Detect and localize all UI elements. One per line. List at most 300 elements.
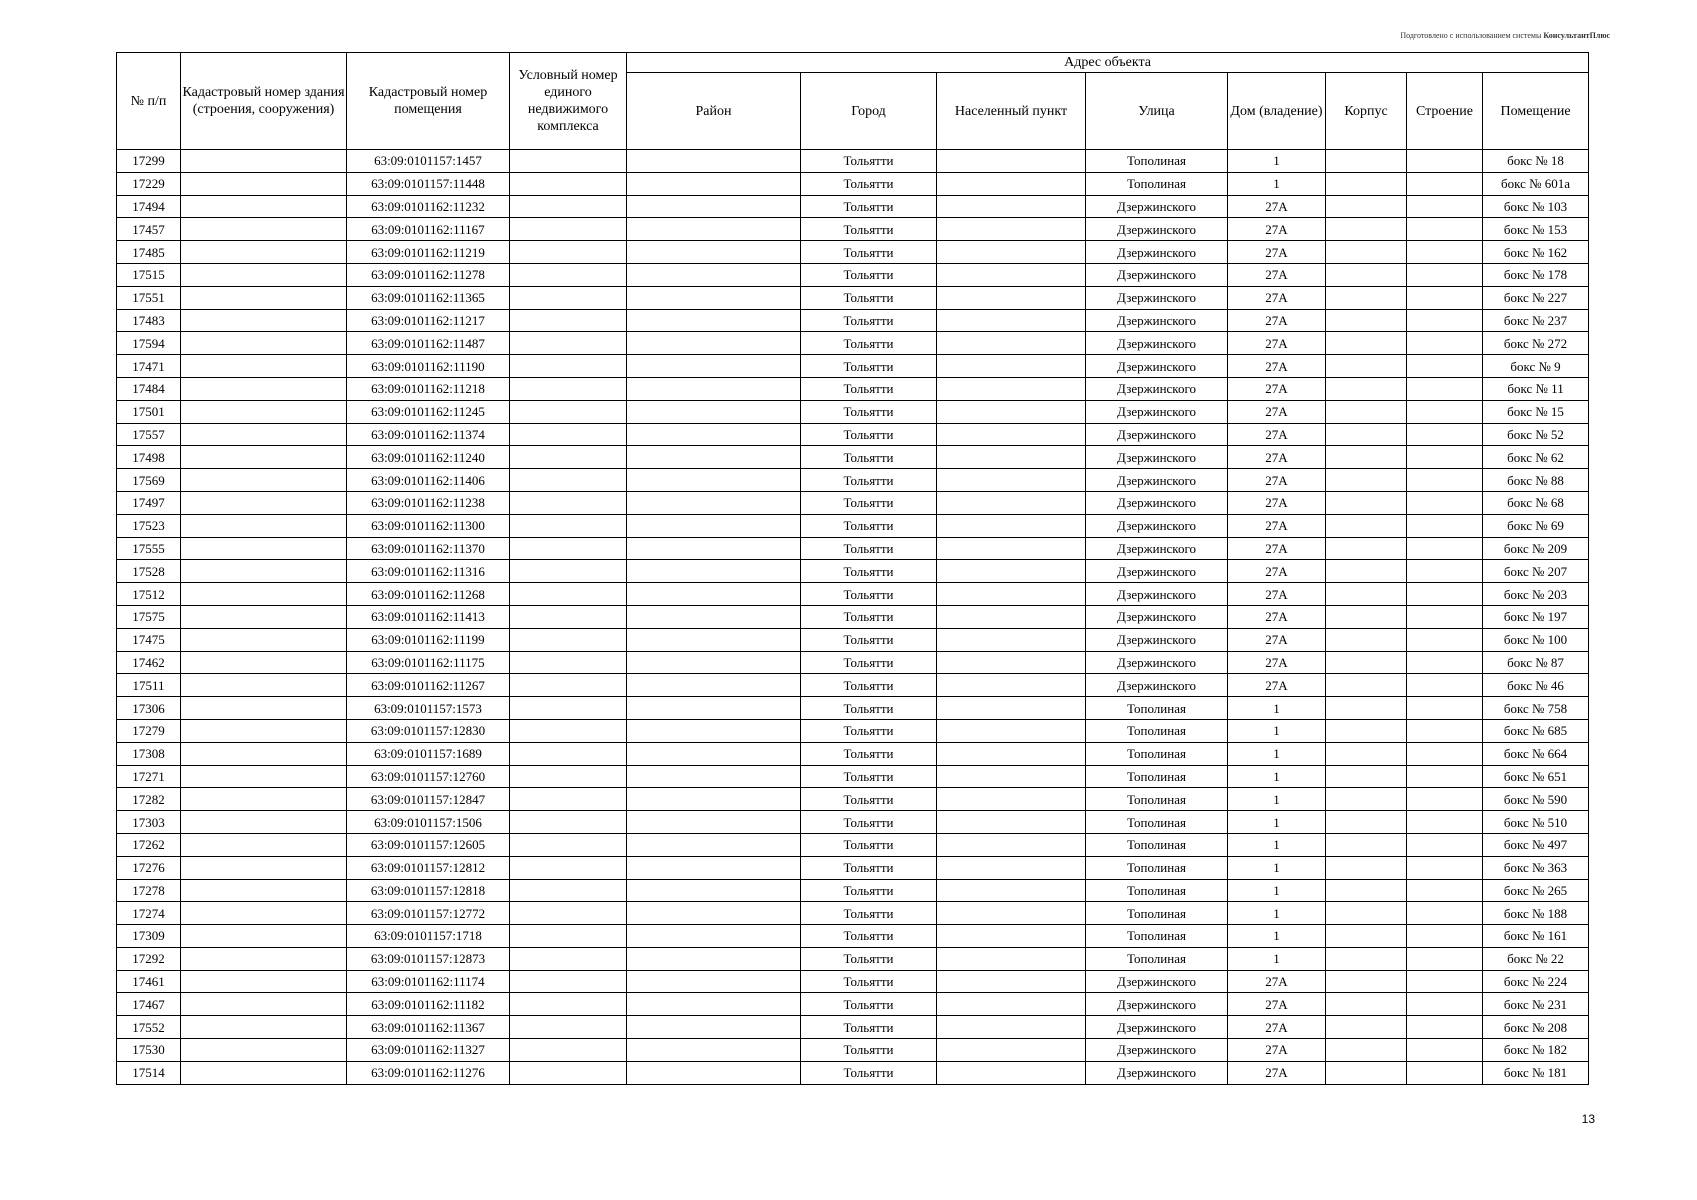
cell-room-cadastral: 63:09:0101162:11316 (347, 560, 510, 583)
cell-city: Тольятти (801, 605, 937, 628)
cell-house: 27А (1228, 1016, 1326, 1039)
cell-num: 17555 (117, 537, 181, 560)
cell-house: 1 (1228, 172, 1326, 195)
cell-num: 17292 (117, 947, 181, 970)
cell-building-cadastral (181, 856, 347, 879)
cell-complex-number (510, 195, 627, 218)
cell-city: Тольятти (801, 377, 937, 400)
cell-complex-number (510, 537, 627, 560)
cell-stroenie (1407, 719, 1483, 742)
cell-stroenie (1407, 400, 1483, 423)
cell-stroenie (1407, 765, 1483, 788)
cell-district (627, 811, 801, 834)
cell-complex-number (510, 811, 627, 834)
cell-room-cadastral: 63:09:0101157:1457 (347, 150, 510, 173)
cell-settlement (937, 993, 1086, 1016)
cell-district (627, 560, 801, 583)
cell-district (627, 719, 801, 742)
cell-room-cadastral: 63:09:0101162:11182 (347, 993, 510, 1016)
consultant-watermark (1400, 31, 1610, 40)
header-city: Город (801, 73, 937, 150)
header-premise: Помещение (1483, 73, 1589, 150)
cell-district (627, 377, 801, 400)
cell-complex-number (510, 150, 627, 173)
cell-stroenie (1407, 788, 1483, 811)
cell-korpus (1326, 400, 1407, 423)
cell-city: Тольятти (801, 309, 937, 332)
cell-room-cadastral: 63:09:0101162:11218 (347, 377, 510, 400)
cell-settlement (937, 925, 1086, 948)
cell-city: Тольятти (801, 1061, 937, 1084)
cell-premise: бокс № 510 (1483, 811, 1589, 834)
cell-district (627, 1016, 801, 1039)
header-room-cadastral: Кадастровый номер помещения (347, 53, 510, 150)
cell-house: 27А (1228, 674, 1326, 697)
cell-premise: бокс № 69 (1483, 514, 1589, 537)
cell-city: Тольятти (801, 879, 937, 902)
cell-korpus (1326, 947, 1407, 970)
cell-house: 27А (1228, 651, 1326, 674)
table-body (117, 150, 1589, 1085)
table-row (117, 811, 1589, 834)
cell-building-cadastral (181, 925, 347, 948)
cell-settlement (937, 879, 1086, 902)
cell-street: Тополиная (1086, 150, 1228, 173)
cell-stroenie (1407, 993, 1483, 1016)
cell-district (627, 514, 801, 537)
cell-room-cadastral: 63:09:0101162:11367 (347, 1016, 510, 1039)
cell-city: Тольятти (801, 400, 937, 423)
cell-num: 17462 (117, 651, 181, 674)
cell-district (627, 150, 801, 173)
cell-building-cadastral (181, 1016, 347, 1039)
cell-premise: бокс № 162 (1483, 241, 1589, 264)
cell-settlement (937, 263, 1086, 286)
cell-district (627, 218, 801, 241)
cell-korpus (1326, 514, 1407, 537)
header-street: Улица (1086, 73, 1228, 150)
cell-district (627, 469, 801, 492)
cell-korpus (1326, 902, 1407, 925)
cell-premise: бокс № 178 (1483, 263, 1589, 286)
cell-room-cadastral: 63:09:0101162:11487 (347, 332, 510, 355)
cell-district (627, 993, 801, 1016)
cell-stroenie (1407, 469, 1483, 492)
cell-district (627, 788, 801, 811)
cell-building-cadastral (181, 309, 347, 332)
cell-stroenie (1407, 309, 1483, 332)
cell-korpus (1326, 833, 1407, 856)
cell-street: Тополиная (1086, 765, 1228, 788)
cell-building-cadastral (181, 788, 347, 811)
cell-complex-number (510, 879, 627, 902)
cell-complex-number (510, 263, 627, 286)
cell-district (627, 355, 801, 378)
cell-district (627, 856, 801, 879)
cell-stroenie (1407, 674, 1483, 697)
cell-num: 17484 (117, 377, 181, 400)
cell-house: 27А (1228, 218, 1326, 241)
header-building-cadastral: Кадастровый номер здания (строения, сооружения) (181, 53, 347, 150)
cell-room-cadastral: 63:09:0101162:11245 (347, 400, 510, 423)
cell-city: Тольятти (801, 514, 937, 537)
cell-korpus (1326, 925, 1407, 948)
cell-settlement (937, 628, 1086, 651)
cell-district (627, 674, 801, 697)
cell-settlement (937, 1016, 1086, 1039)
table-row (117, 583, 1589, 606)
cell-stroenie (1407, 833, 1483, 856)
cell-complex-number (510, 423, 627, 446)
cell-district (627, 309, 801, 332)
cell-street: Дзержинского (1086, 970, 1228, 993)
table-row (117, 879, 1589, 902)
cell-settlement (937, 697, 1086, 720)
cell-building-cadastral (181, 765, 347, 788)
cell-settlement (937, 742, 1086, 765)
cell-room-cadastral: 63:09:0101157:1689 (347, 742, 510, 765)
cell-street: Дзержинского (1086, 628, 1228, 651)
cell-stroenie (1407, 651, 1483, 674)
cell-num: 17299 (117, 150, 181, 173)
cell-city: Тольятти (801, 1016, 937, 1039)
cell-stroenie (1407, 856, 1483, 879)
cell-city: Тольятти (801, 902, 937, 925)
header-district: Район (627, 73, 801, 150)
cell-district (627, 263, 801, 286)
cell-room-cadastral: 63:09:0101162:11267 (347, 674, 510, 697)
table-row (117, 697, 1589, 720)
cell-korpus (1326, 1016, 1407, 1039)
table-row (117, 150, 1589, 173)
cell-num: 17530 (117, 1039, 181, 1062)
cell-district (627, 765, 801, 788)
cell-district (627, 583, 801, 606)
cell-korpus (1326, 628, 1407, 651)
cell-stroenie (1407, 514, 1483, 537)
cell-room-cadastral: 63:09:0101162:11276 (347, 1061, 510, 1084)
table-row (117, 947, 1589, 970)
cell-street: Дзержинского (1086, 469, 1228, 492)
cell-premise: бокс № 46 (1483, 674, 1589, 697)
cell-complex-number (510, 605, 627, 628)
cell-num: 17512 (117, 583, 181, 606)
cell-num: 17494 (117, 195, 181, 218)
cell-street: Дзержинского (1086, 218, 1228, 241)
cell-city: Тольятти (801, 811, 937, 834)
cell-city: Тольятти (801, 742, 937, 765)
cell-settlement (937, 674, 1086, 697)
cell-city: Тольятти (801, 993, 937, 1016)
cell-stroenie (1407, 286, 1483, 309)
cell-complex-number (510, 241, 627, 264)
cell-street: Дзержинского (1086, 400, 1228, 423)
table-row (117, 286, 1589, 309)
cell-room-cadastral: 63:09:0101162:11217 (347, 309, 510, 332)
cell-premise: бокс № 265 (1483, 879, 1589, 902)
cell-settlement (937, 332, 1086, 355)
cell-house: 1 (1228, 742, 1326, 765)
cell-premise: бокс № 224 (1483, 970, 1589, 993)
cell-building-cadastral (181, 993, 347, 1016)
cell-room-cadastral: 63:09:0101157:12830 (347, 719, 510, 742)
cell-room-cadastral: 63:09:0101157:12818 (347, 879, 510, 902)
cell-room-cadastral: 63:09:0101162:11238 (347, 491, 510, 514)
cell-complex-number (510, 856, 627, 879)
cell-num: 17569 (117, 469, 181, 492)
table-row (117, 195, 1589, 218)
table-row (117, 514, 1589, 537)
cell-settlement (937, 605, 1086, 628)
watermark-brand: КонсультантПлюс (1543, 31, 1610, 40)
cell-district (627, 195, 801, 218)
cell-korpus (1326, 560, 1407, 583)
cell-premise: бокс № 497 (1483, 833, 1589, 856)
cell-house: 27А (1228, 1039, 1326, 1062)
cell-house: 27А (1228, 423, 1326, 446)
cell-city: Тольятти (801, 469, 937, 492)
header-complex-number: Условный номер единого недвижимого комплекса (510, 53, 627, 150)
table-row (117, 172, 1589, 195)
cell-building-cadastral (181, 491, 347, 514)
cell-stroenie (1407, 491, 1483, 514)
cell-premise: бокс № 272 (1483, 332, 1589, 355)
cell-house: 1 (1228, 150, 1326, 173)
header-korpus: Корпус (1326, 73, 1407, 150)
cell-stroenie (1407, 925, 1483, 948)
cell-korpus (1326, 879, 1407, 902)
cell-korpus (1326, 811, 1407, 834)
cell-room-cadastral: 63:09:0101162:11268 (347, 583, 510, 606)
cell-premise: бокс № 203 (1483, 583, 1589, 606)
cell-building-cadastral (181, 583, 347, 606)
cell-house: 27А (1228, 628, 1326, 651)
cell-complex-number (510, 1016, 627, 1039)
cell-korpus (1326, 309, 1407, 332)
cell-settlement (937, 241, 1086, 264)
cell-premise: бокс № 188 (1483, 902, 1589, 925)
cell-city: Тольятти (801, 332, 937, 355)
cell-street: Тополиная (1086, 925, 1228, 948)
table-row (117, 856, 1589, 879)
cell-street: Дзержинского (1086, 1016, 1228, 1039)
cell-district (627, 446, 801, 469)
cell-settlement (937, 195, 1086, 218)
cell-house: 1 (1228, 765, 1326, 788)
cell-stroenie (1407, 172, 1483, 195)
cell-premise: бокс № 87 (1483, 651, 1589, 674)
cell-korpus (1326, 674, 1407, 697)
cell-building-cadastral (181, 879, 347, 902)
cell-premise: бокс № 207 (1483, 560, 1589, 583)
cell-city: Тольятти (801, 925, 937, 948)
table-row (117, 902, 1589, 925)
cell-house: 27А (1228, 446, 1326, 469)
cell-premise: бокс № 363 (1483, 856, 1589, 879)
cell-complex-number (510, 674, 627, 697)
cell-city: Тольятти (801, 1039, 937, 1062)
cell-premise: бокс № 601а (1483, 172, 1589, 195)
cell-building-cadastral (181, 514, 347, 537)
header-house: Дом (владение) (1228, 73, 1326, 150)
cell-settlement (937, 833, 1086, 856)
cell-num: 17276 (117, 856, 181, 879)
cell-korpus (1326, 241, 1407, 264)
cell-korpus (1326, 332, 1407, 355)
cell-district (627, 651, 801, 674)
table-row (117, 446, 1589, 469)
cell-num: 17497 (117, 491, 181, 514)
cell-settlement (937, 491, 1086, 514)
cell-korpus (1326, 423, 1407, 446)
cell-city: Тольятти (801, 628, 937, 651)
cell-num: 17485 (117, 241, 181, 264)
cell-city: Тольятти (801, 263, 937, 286)
table-row (117, 560, 1589, 583)
cell-district (627, 241, 801, 264)
cell-city: Тольятти (801, 423, 937, 446)
cell-complex-number (510, 697, 627, 720)
cell-building-cadastral (181, 150, 347, 173)
cell-settlement (937, 583, 1086, 606)
cell-street: Тополиная (1086, 719, 1228, 742)
cell-house: 27А (1228, 377, 1326, 400)
cell-korpus (1326, 742, 1407, 765)
cell-num: 17274 (117, 902, 181, 925)
cell-street: Дзержинского (1086, 309, 1228, 332)
cell-room-cadastral: 63:09:0101162:11240 (347, 446, 510, 469)
cell-num: 17501 (117, 400, 181, 423)
cell-street: Дзержинского (1086, 605, 1228, 628)
cell-building-cadastral (181, 469, 347, 492)
cell-room-cadastral: 63:09:0101157:1573 (347, 697, 510, 720)
cell-stroenie (1407, 947, 1483, 970)
cell-street: Дзержинского (1086, 651, 1228, 674)
table-row (117, 970, 1589, 993)
cell-num: 17557 (117, 423, 181, 446)
cell-num: 17279 (117, 719, 181, 742)
cell-city: Тольятти (801, 970, 937, 993)
cell-building-cadastral (181, 605, 347, 628)
cell-street: Дзержинского (1086, 514, 1228, 537)
cell-district (627, 902, 801, 925)
cell-street: Дзержинского (1086, 1039, 1228, 1062)
cell-num: 17278 (117, 879, 181, 902)
cell-settlement (937, 788, 1086, 811)
cell-settlement (937, 856, 1086, 879)
cell-premise: бокс № 590 (1483, 788, 1589, 811)
cell-city: Тольятти (801, 172, 937, 195)
cell-building-cadastral (181, 970, 347, 993)
cell-korpus (1326, 537, 1407, 560)
cell-korpus (1326, 446, 1407, 469)
cell-complex-number (510, 218, 627, 241)
cell-street: Дзержинского (1086, 241, 1228, 264)
cell-korpus (1326, 195, 1407, 218)
cell-house: 1 (1228, 879, 1326, 902)
cell-settlement (937, 469, 1086, 492)
cell-korpus (1326, 719, 1407, 742)
cell-premise: бокс № 9 (1483, 355, 1589, 378)
cell-building-cadastral (181, 628, 347, 651)
cell-num: 17282 (117, 788, 181, 811)
cell-complex-number (510, 1061, 627, 1084)
cell-num: 17457 (117, 218, 181, 241)
cell-street: Дзержинского (1086, 423, 1228, 446)
cell-district (627, 172, 801, 195)
cell-city: Тольятти (801, 651, 937, 674)
cell-stroenie (1407, 355, 1483, 378)
cell-num: 17271 (117, 765, 181, 788)
cell-settlement (937, 400, 1086, 423)
cell-korpus (1326, 856, 1407, 879)
cell-settlement (937, 377, 1086, 400)
cell-stroenie (1407, 241, 1483, 264)
cell-district (627, 286, 801, 309)
cell-stroenie (1407, 150, 1483, 173)
table-row (117, 628, 1589, 651)
cell-complex-number (510, 469, 627, 492)
cell-premise: бокс № 100 (1483, 628, 1589, 651)
cell-complex-number (510, 651, 627, 674)
cell-premise: бокс № 22 (1483, 947, 1589, 970)
cell-num: 17309 (117, 925, 181, 948)
cell-room-cadastral: 63:09:0101162:11406 (347, 469, 510, 492)
cell-house: 27А (1228, 469, 1326, 492)
cell-complex-number (510, 993, 627, 1016)
cell-room-cadastral: 63:09:0101162:11370 (347, 537, 510, 560)
cell-stroenie (1407, 263, 1483, 286)
cell-premise: бокс № 153 (1483, 218, 1589, 241)
cell-num: 17483 (117, 309, 181, 332)
cell-building-cadastral (181, 537, 347, 560)
cell-premise: бокс № 182 (1483, 1039, 1589, 1062)
cell-street: Тополиная (1086, 811, 1228, 834)
cell-building-cadastral (181, 446, 347, 469)
cell-city: Тольятти (801, 583, 937, 606)
cell-stroenie (1407, 377, 1483, 400)
cell-stroenie (1407, 1039, 1483, 1062)
cell-complex-number (510, 514, 627, 537)
cell-settlement (937, 150, 1086, 173)
cell-korpus (1326, 491, 1407, 514)
cell-settlement (937, 355, 1086, 378)
cell-building-cadastral (181, 218, 347, 241)
cell-street: Тополиная (1086, 742, 1228, 765)
cell-room-cadastral: 63:09:0101157:1506 (347, 811, 510, 834)
cell-num: 17498 (117, 446, 181, 469)
cell-street: Дзержинского (1086, 583, 1228, 606)
cell-stroenie (1407, 879, 1483, 902)
cell-room-cadastral: 63:09:0101162:11300 (347, 514, 510, 537)
cell-house: 1 (1228, 811, 1326, 834)
cell-num: 17306 (117, 697, 181, 720)
cell-street: Дзержинского (1086, 993, 1228, 1016)
cell-city: Тольятти (801, 856, 937, 879)
cell-korpus (1326, 172, 1407, 195)
cell-settlement (937, 514, 1086, 537)
cell-house: 27А (1228, 970, 1326, 993)
cell-building-cadastral (181, 400, 347, 423)
cell-settlement (937, 423, 1086, 446)
table-row (117, 651, 1589, 674)
cell-complex-number (510, 377, 627, 400)
cell-district (627, 742, 801, 765)
cell-korpus (1326, 150, 1407, 173)
cell-city: Тольятти (801, 195, 937, 218)
cell-num: 17523 (117, 514, 181, 537)
cell-num: 17229 (117, 172, 181, 195)
